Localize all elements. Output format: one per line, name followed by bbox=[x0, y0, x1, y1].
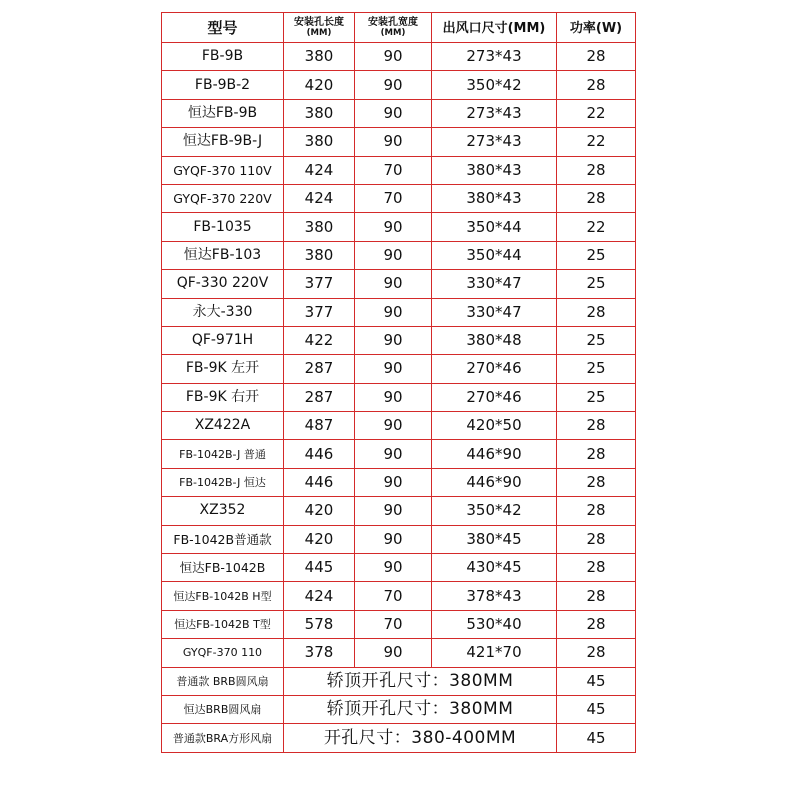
header-model: 型号 bbox=[162, 13, 284, 43]
cell-model: 普通款 BRB圆风扇 bbox=[162, 667, 284, 695]
header-hole-length: 安装孔长度 (MM) bbox=[284, 13, 355, 43]
cell-power: 28 bbox=[557, 43, 636, 71]
cell-width: 70 bbox=[355, 184, 432, 212]
cell-merged-note: 开孔尺寸：380-400MM bbox=[284, 724, 557, 752]
cell-length: 377 bbox=[284, 298, 355, 326]
spec-table bbox=[161, 12, 636, 753]
cell-outlet: 420*50 bbox=[432, 412, 557, 440]
cell-model: GYQF-370 110V bbox=[162, 156, 284, 184]
cell-power: 28 bbox=[557, 554, 636, 582]
cell-model: FB-1042B-J 普通 bbox=[162, 440, 284, 468]
table-row bbox=[162, 582, 636, 610]
table-row bbox=[162, 412, 636, 440]
cell-width: 90 bbox=[355, 383, 432, 411]
cell-outlet: 273*43 bbox=[432, 99, 557, 127]
cell-width: 90 bbox=[355, 213, 432, 241]
cell-power: 25 bbox=[557, 355, 636, 383]
cell-width: 70 bbox=[355, 610, 432, 638]
cell-length: 422 bbox=[284, 326, 355, 354]
table-row bbox=[162, 440, 636, 468]
cell-power: 28 bbox=[557, 156, 636, 184]
cell-model: 恒达FB-9B-J bbox=[162, 128, 284, 156]
cell-width: 90 bbox=[355, 525, 432, 553]
cell-model: FB-1042B普通款 bbox=[162, 525, 284, 553]
header-row bbox=[162, 13, 636, 43]
cell-outlet: 330*47 bbox=[432, 298, 557, 326]
table-row-merged bbox=[162, 724, 636, 752]
cell-power: 45 bbox=[557, 695, 636, 723]
table-row bbox=[162, 497, 636, 525]
cell-length: 378 bbox=[284, 639, 355, 667]
table-row bbox=[162, 326, 636, 354]
cell-outlet: 350*44 bbox=[432, 241, 557, 269]
cell-model: FB-9B-2 bbox=[162, 71, 284, 99]
cell-model: FB-1035 bbox=[162, 213, 284, 241]
cell-model: 恒达FB-103 bbox=[162, 241, 284, 269]
cell-power: 28 bbox=[557, 525, 636, 553]
table-row bbox=[162, 71, 636, 99]
cell-power: 28 bbox=[557, 298, 636, 326]
table-row bbox=[162, 468, 636, 496]
table-row bbox=[162, 99, 636, 127]
cell-length: 424 bbox=[284, 582, 355, 610]
cell-length: 380 bbox=[284, 43, 355, 71]
cell-width: 70 bbox=[355, 156, 432, 184]
table-row bbox=[162, 639, 636, 667]
cell-width: 90 bbox=[355, 639, 432, 667]
cell-width: 70 bbox=[355, 582, 432, 610]
cell-length: 380 bbox=[284, 213, 355, 241]
cell-width: 90 bbox=[355, 270, 432, 298]
table-row bbox=[162, 298, 636, 326]
cell-length: 380 bbox=[284, 99, 355, 127]
cell-width: 90 bbox=[355, 99, 432, 127]
cell-width: 90 bbox=[355, 554, 432, 582]
cell-model: GYQF-370 220V bbox=[162, 184, 284, 212]
cell-outlet: 330*47 bbox=[432, 270, 557, 298]
cell-width: 90 bbox=[355, 440, 432, 468]
cell-model: 恒达FB-1042B bbox=[162, 554, 284, 582]
cell-outlet: 530*40 bbox=[432, 610, 557, 638]
cell-power: 28 bbox=[557, 610, 636, 638]
cell-length: 420 bbox=[284, 71, 355, 99]
cell-power: 22 bbox=[557, 128, 636, 156]
cell-model: FB-1042B-J 恒达 bbox=[162, 468, 284, 496]
header-outlet-size: 出风口尺寸(MM) bbox=[432, 13, 557, 43]
cell-model: 恒达FB-1042B T型 bbox=[162, 610, 284, 638]
cell-model: 恒达FB-9B bbox=[162, 99, 284, 127]
cell-outlet: 350*42 bbox=[432, 497, 557, 525]
cell-model: 恒达BRB圆风扇 bbox=[162, 695, 284, 723]
table-row-merged bbox=[162, 695, 636, 723]
cell-width: 90 bbox=[355, 241, 432, 269]
cell-width: 90 bbox=[355, 43, 432, 71]
cell-length: 380 bbox=[284, 241, 355, 269]
cell-power: 22 bbox=[557, 213, 636, 241]
cell-outlet: 380*48 bbox=[432, 326, 557, 354]
cell-power: 45 bbox=[557, 667, 636, 695]
cell-outlet: 380*43 bbox=[432, 184, 557, 212]
table-row bbox=[162, 213, 636, 241]
cell-length: 380 bbox=[284, 128, 355, 156]
cell-outlet: 421*70 bbox=[432, 639, 557, 667]
table-row bbox=[162, 383, 636, 411]
cell-length: 424 bbox=[284, 156, 355, 184]
cell-power: 28 bbox=[557, 468, 636, 496]
cell-width: 90 bbox=[355, 497, 432, 525]
cell-power: 28 bbox=[557, 582, 636, 610]
cell-model: XZ422A bbox=[162, 412, 284, 440]
cell-outlet: 380*43 bbox=[432, 156, 557, 184]
table-row bbox=[162, 355, 636, 383]
cell-model: XZ352 bbox=[162, 497, 284, 525]
cell-merged-note: 轿顶开孔尺寸：380MM bbox=[284, 695, 557, 723]
table-row bbox=[162, 554, 636, 582]
cell-length: 420 bbox=[284, 497, 355, 525]
cell-power: 28 bbox=[557, 639, 636, 667]
cell-merged-note: 轿顶开孔尺寸：380MM bbox=[284, 667, 557, 695]
table-row bbox=[162, 128, 636, 156]
table-row bbox=[162, 156, 636, 184]
cell-width: 90 bbox=[355, 355, 432, 383]
cell-power: 45 bbox=[557, 724, 636, 752]
header-power: 功率(W) bbox=[557, 13, 636, 43]
cell-width: 90 bbox=[355, 298, 432, 326]
cell-power: 28 bbox=[557, 71, 636, 99]
cell-model: 普通款BRA方形风扇 bbox=[162, 724, 284, 752]
cell-width: 90 bbox=[355, 326, 432, 354]
cell-power: 25 bbox=[557, 270, 636, 298]
header-hole-width: 安装孔宽度 (MM) bbox=[355, 13, 432, 43]
table-row bbox=[162, 270, 636, 298]
cell-length: 377 bbox=[284, 270, 355, 298]
cell-outlet: 350*42 bbox=[432, 71, 557, 99]
cell-width: 90 bbox=[355, 128, 432, 156]
cell-outlet: 446*90 bbox=[432, 468, 557, 496]
cell-power: 22 bbox=[557, 99, 636, 127]
cell-outlet: 350*44 bbox=[432, 213, 557, 241]
cell-model: QF-330 220V bbox=[162, 270, 284, 298]
cell-length: 420 bbox=[284, 525, 355, 553]
table-row bbox=[162, 241, 636, 269]
cell-outlet: 430*45 bbox=[432, 554, 557, 582]
cell-outlet: 270*46 bbox=[432, 383, 557, 411]
cell-power: 28 bbox=[557, 440, 636, 468]
table-row bbox=[162, 184, 636, 212]
cell-length: 424 bbox=[284, 184, 355, 212]
cell-power: 25 bbox=[557, 383, 636, 411]
cell-outlet: 378*43 bbox=[432, 582, 557, 610]
cell-power: 25 bbox=[557, 241, 636, 269]
cell-outlet: 380*45 bbox=[432, 525, 557, 553]
cell-length: 578 bbox=[284, 610, 355, 638]
cell-power: 28 bbox=[557, 184, 636, 212]
cell-length: 487 bbox=[284, 412, 355, 440]
table-row bbox=[162, 43, 636, 71]
cell-width: 90 bbox=[355, 412, 432, 440]
cell-width: 90 bbox=[355, 468, 432, 496]
table-row-merged bbox=[162, 667, 636, 695]
cell-model: 恒达FB-1042B H型 bbox=[162, 582, 284, 610]
cell-length: 287 bbox=[284, 383, 355, 411]
cell-power: 28 bbox=[557, 497, 636, 525]
table-row bbox=[162, 525, 636, 553]
cell-model: 永大-330 bbox=[162, 298, 284, 326]
cell-outlet: 273*43 bbox=[432, 43, 557, 71]
cell-power: 28 bbox=[557, 412, 636, 440]
cell-model: FB-9K 右开 bbox=[162, 383, 284, 411]
cell-model: FB-9K 左开 bbox=[162, 355, 284, 383]
cell-model: QF-971H bbox=[162, 326, 284, 354]
table-row bbox=[162, 610, 636, 638]
cell-width: 90 bbox=[355, 71, 432, 99]
cell-outlet: 446*90 bbox=[432, 440, 557, 468]
cell-length: 446 bbox=[284, 440, 355, 468]
cell-model: GYQF-370 110 bbox=[162, 639, 284, 667]
cell-model: FB-9B bbox=[162, 43, 284, 71]
cell-length: 446 bbox=[284, 468, 355, 496]
cell-length: 287 bbox=[284, 355, 355, 383]
cell-length: 445 bbox=[284, 554, 355, 582]
cell-power: 25 bbox=[557, 326, 636, 354]
cell-outlet: 270*46 bbox=[432, 355, 557, 383]
cell-outlet: 273*43 bbox=[432, 128, 557, 156]
